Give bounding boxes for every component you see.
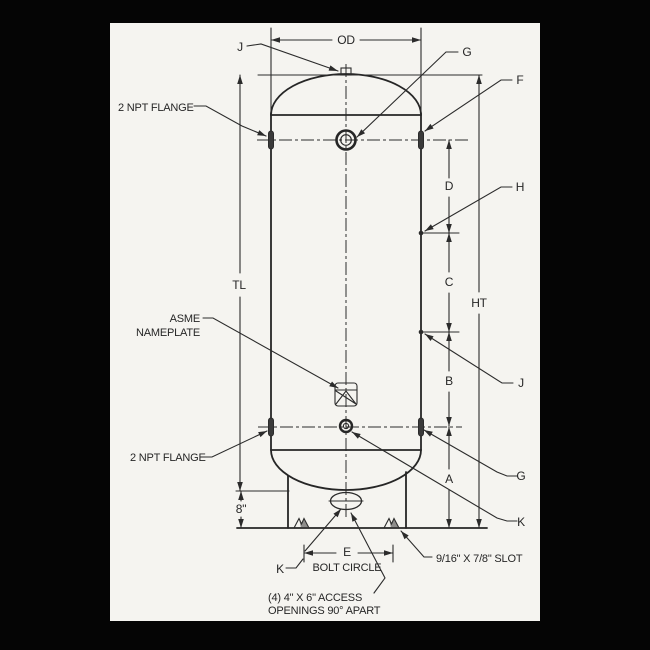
npt-top-arrow — [257, 130, 266, 136]
d-arrow-top — [446, 140, 452, 149]
od-arrow-right — [412, 37, 421, 43]
k-right-arrow — [352, 432, 361, 439]
ht-arrow-bottom — [476, 519, 482, 528]
dim-label-h: H — [515, 180, 525, 194]
note-access-line1: (4) 4" X 6" ACCESS — [268, 592, 363, 604]
g-right-leader — [424, 430, 517, 476]
k-right-leader — [352, 432, 517, 521]
dim-label-j-right: J — [518, 376, 524, 390]
base-arrow-top — [238, 491, 244, 500]
base-arrow-bottom — [238, 519, 244, 528]
ht-arrow-top — [476, 75, 482, 84]
top-right-npt-flange — [419, 131, 424, 149]
dim-label-tl: TL — [232, 278, 246, 292]
labels — [118, 33, 526, 617]
b-arrow-top — [446, 332, 452, 341]
dim-label-ht: HT — [471, 296, 487, 310]
npt-top-leader — [194, 106, 266, 136]
j-top-arrow — [329, 65, 338, 71]
f-arrow — [425, 124, 434, 131]
f-leader — [425, 80, 512, 131]
dim-label-a: A — [445, 472, 453, 486]
dim-label-d: D — [444, 179, 454, 193]
npt-bottom-arrow — [258, 431, 267, 437]
access-arrow — [351, 513, 357, 522]
a-arrow-top — [446, 427, 452, 436]
note-asme-line1: ASME — [169, 313, 200, 325]
dim-label-od: OD — [337, 33, 355, 47]
bottom-right-npt-flange — [419, 418, 424, 436]
tl-arrow-bottom — [237, 482, 243, 491]
dim-label-b: B — [445, 374, 453, 388]
note-access-line2: OPENINGS 90° APART — [268, 605, 381, 617]
top-left-npt-flange — [269, 131, 274, 149]
c-arrow-bottom — [446, 323, 452, 332]
dim-label-e: E — [343, 545, 351, 559]
dim-label-g-top: G — [462, 45, 472, 59]
npt-bottom-leader — [201, 431, 267, 457]
c-arrow-top — [446, 233, 452, 242]
dim-label-j-top: J — [237, 40, 243, 54]
tl-arrow-top — [237, 75, 243, 84]
dim-label-k-right: K — [517, 515, 525, 529]
dim-label-base-height: 8" — [235, 502, 247, 516]
dim-label-k-bottom: K — [276, 562, 284, 576]
bottom-left-npt-flange — [269, 418, 274, 436]
note-slot: 9/16" X 7/8" SLOT — [436, 553, 523, 565]
g-top-leader — [357, 52, 458, 137]
j-right-leader — [425, 334, 513, 383]
h-leader — [425, 187, 512, 231]
a-arrow-bottom — [446, 519, 452, 528]
d-arrow-bottom — [446, 224, 452, 233]
asme-arrow — [329, 382, 338, 389]
dim-label-g-right: G — [516, 469, 526, 483]
g-right-arrow — [424, 430, 433, 437]
note-npt-flange-top: 2 NPT FLANGE — [118, 102, 194, 114]
h-arrow — [425, 224, 434, 231]
j-right-arrow — [425, 334, 434, 341]
od-arrow-left — [271, 37, 280, 43]
dim-label-c: C — [444, 275, 454, 289]
dim-label-f: F — [516, 73, 524, 87]
k-bottom-leader — [286, 559, 303, 568]
right-base-slot-fill — [389, 519, 399, 529]
e-arrow-right — [384, 550, 393, 556]
b-arrow-bottom — [446, 417, 452, 426]
j-top-leader — [247, 44, 338, 71]
j-tick-dot — [419, 330, 424, 335]
h-tick-dot — [419, 231, 424, 236]
note-bolt-circle: BOLT CIRCLE — [312, 562, 382, 574]
note-npt-flange-bottom: 2 NPT FLANGE — [130, 452, 206, 464]
note-asme-line2: NAMEPLATE — [135, 327, 200, 339]
left-base-slot-fill — [299, 519, 309, 529]
